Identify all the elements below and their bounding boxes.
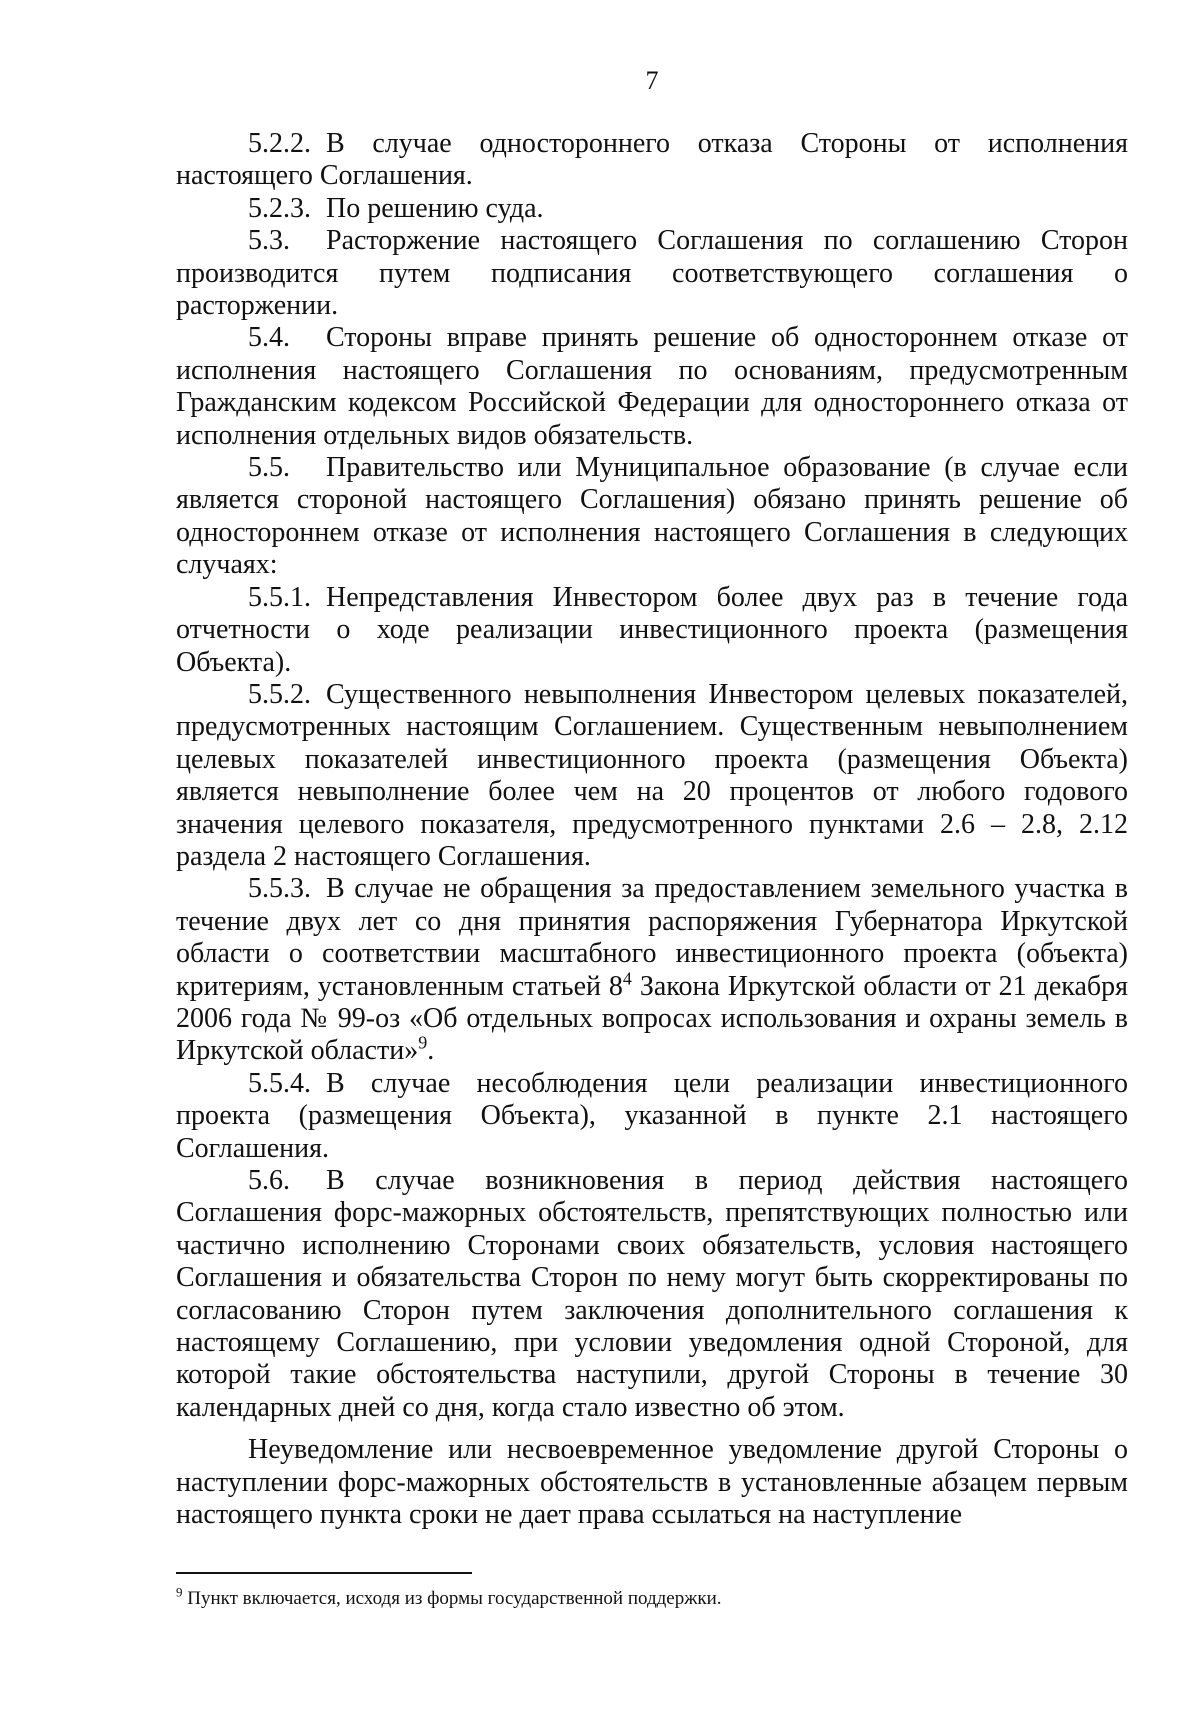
footnote-text: Пункт включается, исходя из формы государственной поддержки. xyxy=(182,1588,722,1609)
clause-number: 5.5.2. xyxy=(248,678,311,710)
clause-5-5-2 xyxy=(176,679,1128,873)
clause-number: 5.5.3. xyxy=(248,873,311,905)
clause-text: В случае несоблюдения цели реализации инвестиционного проекта (размещения Объекта), указанной в пункте 2.1 настоящего Соглашения. xyxy=(176,1067,1128,1164)
clause-text: В случае не обращения за предоставлением земельного участка в течение двух лет со дня принятия распоряжения Губернатора Иркутской области о соответствии масштабного инвестиционного проекта (объекта) критериям, установленным статьей 8 xyxy=(176,873,1128,1002)
clause-5-5-3 xyxy=(176,873,1128,1067)
clause-number: 5.6. xyxy=(248,1165,290,1196)
paragraph-notification xyxy=(176,1434,1128,1531)
clause-number: 5.4. xyxy=(248,322,290,354)
paragraph-text: Неуведомление или несвоевременное уведомление другой Стороны о наступлении форс-мажорных обстоятельств в установленные абзацем первым настоящего пункта сроки не дает права ссылаться на наступление xyxy=(176,1434,1128,1531)
article-superscript: 4 xyxy=(622,968,632,989)
clause-number: 5.2.3. xyxy=(248,192,311,224)
clause-text: Стороны вправе принять решение об одностороннем отказе от исполнения настоящего Соглашения по основаниям, предусмотренным Гражданским кодексом Российской Федерации для одностороннего отказа от исполнения отдельных видов обязательств. xyxy=(176,322,1128,451)
clause-text: Непредставления Инвестором более двух раз в течение года отчетности о ходе реализации инвестиционного проекта (размещения Объекта). xyxy=(176,581,1128,678)
clause-5-2-3 xyxy=(176,193,1128,225)
clause-text: Существенного невыполнения Инвестором целевых показателей, предусмотренных настоящим Соглашением. Существенным невыполнением целевых показателей инвестиционного проекта (размещения Объекта) является невыполнение более чем на 20 процентов от любого годового значения целевого показателя, предусмотренного пунктами 2.6 – 2.8, 2.12 раздела 2 настоящего Соглашения. xyxy=(176,678,1128,872)
clause-text-continued: Закона Иркутской области от 21 декабря 2006 года № 99-оз «Об отдельных вопросах использования и охраны земель в Иркутской области» xyxy=(176,970,1128,1067)
clause-number: 5.5.4. xyxy=(248,1067,311,1099)
clause-5-5-4 xyxy=(176,1068,1128,1165)
clause-5-2-2 xyxy=(176,128,1128,193)
clause-5-4 xyxy=(176,322,1128,452)
footnote-mark: 9 xyxy=(176,1584,183,1600)
page-number: 7 xyxy=(645,66,659,95)
clause-text: В случае одностороннего отказа Стороны от исполнения настоящего Соглашения. xyxy=(176,128,1128,192)
footnote xyxy=(176,1584,1128,1610)
clause-number: 5.3. xyxy=(248,225,290,257)
document-page xyxy=(176,68,1128,1531)
clause-5-5 xyxy=(176,452,1128,582)
footnote-reference: 9 xyxy=(418,1033,428,1054)
clause-5-5-1 xyxy=(176,582,1128,679)
clause-text-end: . xyxy=(427,1035,435,1067)
clause-text: По решению суда. xyxy=(326,192,544,224)
clause-text: Расторжение настоящего Соглашения по соглашению Сторон производится путем подписания соответствующего соглашения о расторжении. xyxy=(176,225,1128,322)
footnote-divider xyxy=(176,1572,472,1574)
clause-text: Правительство или Муниципальное образование (в случае если является стороной настоящего Соглашения) обязано принять решение об одностороннем отказе от исполнения настоящего Соглашения в следующих случаях: xyxy=(176,452,1128,581)
clause-5-6 xyxy=(176,1165,1128,1424)
clause-number: 5.5. xyxy=(248,452,290,484)
clause-number: 5.5.1. xyxy=(248,581,311,613)
clause-number: 5.2.2. xyxy=(248,128,311,159)
clause-text: В случае возникновения в период действия настоящего Соглашения форс-мажорных обстоятельств, препятствующих полностью или частично исполнению Сторонами своих обязательств, условия настоящего Соглашения и обязательства Сторон по нему могут быть скорректированы по согласованию Сторон путем заключения дополнительного соглашения к настоящему Соглашению, при условии уведомления одной Стороной, для которой такие обстоятельства наступили, другой Стороны в течение 30 календарных дней со дня, когда стало известно об этом. xyxy=(176,1165,1128,1423)
clause-5-3 xyxy=(176,225,1128,322)
